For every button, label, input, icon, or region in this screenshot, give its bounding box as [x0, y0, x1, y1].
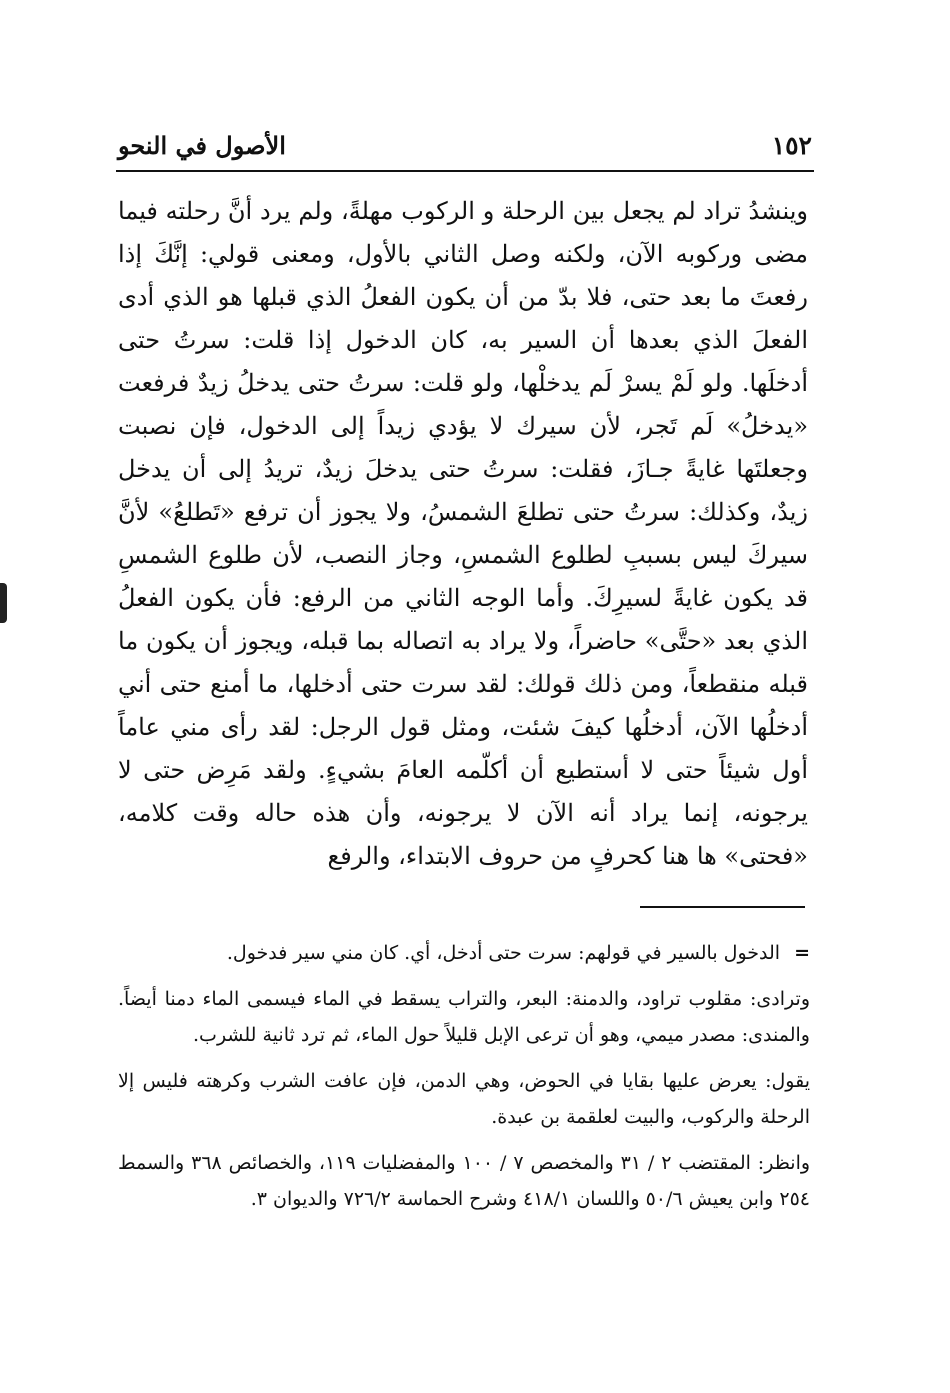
running-title: الأصول في النحو [118, 131, 286, 160]
footnote-continuation-mark: = [794, 942, 810, 964]
page-header [118, 128, 812, 164]
page-number: ١٥٢ [771, 131, 812, 160]
footnotes [118, 935, 810, 1227]
footnote-item: وترادى: مقلوب تراود، والدمنة: البعر، والتراب يسقط في الماء فيسمى الماء دمنا أيضاً. والمندى: مصدر ميمي، وهو أن ترعى الإبل قليلاً حول الماء، ثم ترد ثانية للشرب. [118, 988, 810, 1046]
scan-edge-mark [0, 583, 7, 623]
footnote-rule [640, 906, 805, 908]
main-text [118, 190, 808, 878]
footnote-item: وانظر: المقتضب ٢ / ٣١ والمخصص ٧ / ١٠٠ والمفضليات ١١٩، والخصائص ٣٦٨ والسمط ٢٥٤ وابن يعيش ٥٠/٦ واللسان ٤١٨/١ وشرح الحماسة ٧٢٦/٢ والديوان ٣. [118, 1152, 811, 1210]
header-rule [116, 170, 814, 172]
footnote-text: الدخول بالسير في قولهم: سرت حتى أدخل، أي. كان مني سير فدخول. [226, 942, 781, 964]
main-paragraph: وينشدُ تراد لم يجعل بين الرحلة و الركوب مهلةً، ولم يرد أنَّ رحلته فيما مضى وركوبه الآن، ولكنه وصل الثاني بالأول، ومعنى قولي: إنَّكَ إذا رفعتَ ما بعد حتى، فلا بدّ من أن يكون الفعلُ الذي قبلها هو الذي أدى الفعلَ الذي بعدها أن السير به، كان الدخول إذا قلت: سرتُ حتى أدخلَها. ولو لَمْ يسرْ لَم يدخلْها، ولو قلت: سرتُ حتى يدخلُ زيدٌ فرفعت «يدخلُ» لَم تَجر، لأن سيرك لا يؤدي زيداً إلى الدخول، فإن نصبت وجعلتَها غايةً جـازَ، فقلت: سرتُ حتى يدخلَ زيدٌ، تريدُ إلى أن يدخل زيدٌ، وكذلك: سرتُ حتى تطلعَ الشمسُ، ولا يجوز أن ترفع «تَطلعُ» لأنَّ سيركَ ليس بسببِ لطلوع الشمسِ، وجاز النصب، لأن طلوع الشمسِ قد يكون غايةً لسيرِكَ. وأما الوجه الثاني من الرفع: فأن يكون الفعلُ الذي بعد «حتَّى» حاضراً، ولا يراد به اتصاله بما قبله، ويجوز أن يكون ما قبله منقطعاً، ومن ذلك قولك: لقد سرت حتى أدخلها، ما أمنع حتى أني أدخلُها الآن، أدخلُها كيفَ شئت، ومثل قول الرجل: لقد رأى مني عاماً أول شيئاً حتى لا أستطيع أن أكلّمه العامَ بشيءٍ. ولقد مَرِض حتى لا يرجونه، إنما يراد أنه الآن لا يرجونه، وأن هذه حاله وقت كلامه، «فحتى» ها هنا كحرفٍ من حروف الابتداء، والرفع [118, 197, 809, 870]
footnote-item [118, 935, 810, 971]
footnote-item: يقول: يعرض عليها بقايا في الحوض، وهي الدمن، فإن عافت الشرب وكرهته فليس إلا الرحلة والركوب، والبيت لعلقمة بن عبدة. [118, 1070, 810, 1128]
